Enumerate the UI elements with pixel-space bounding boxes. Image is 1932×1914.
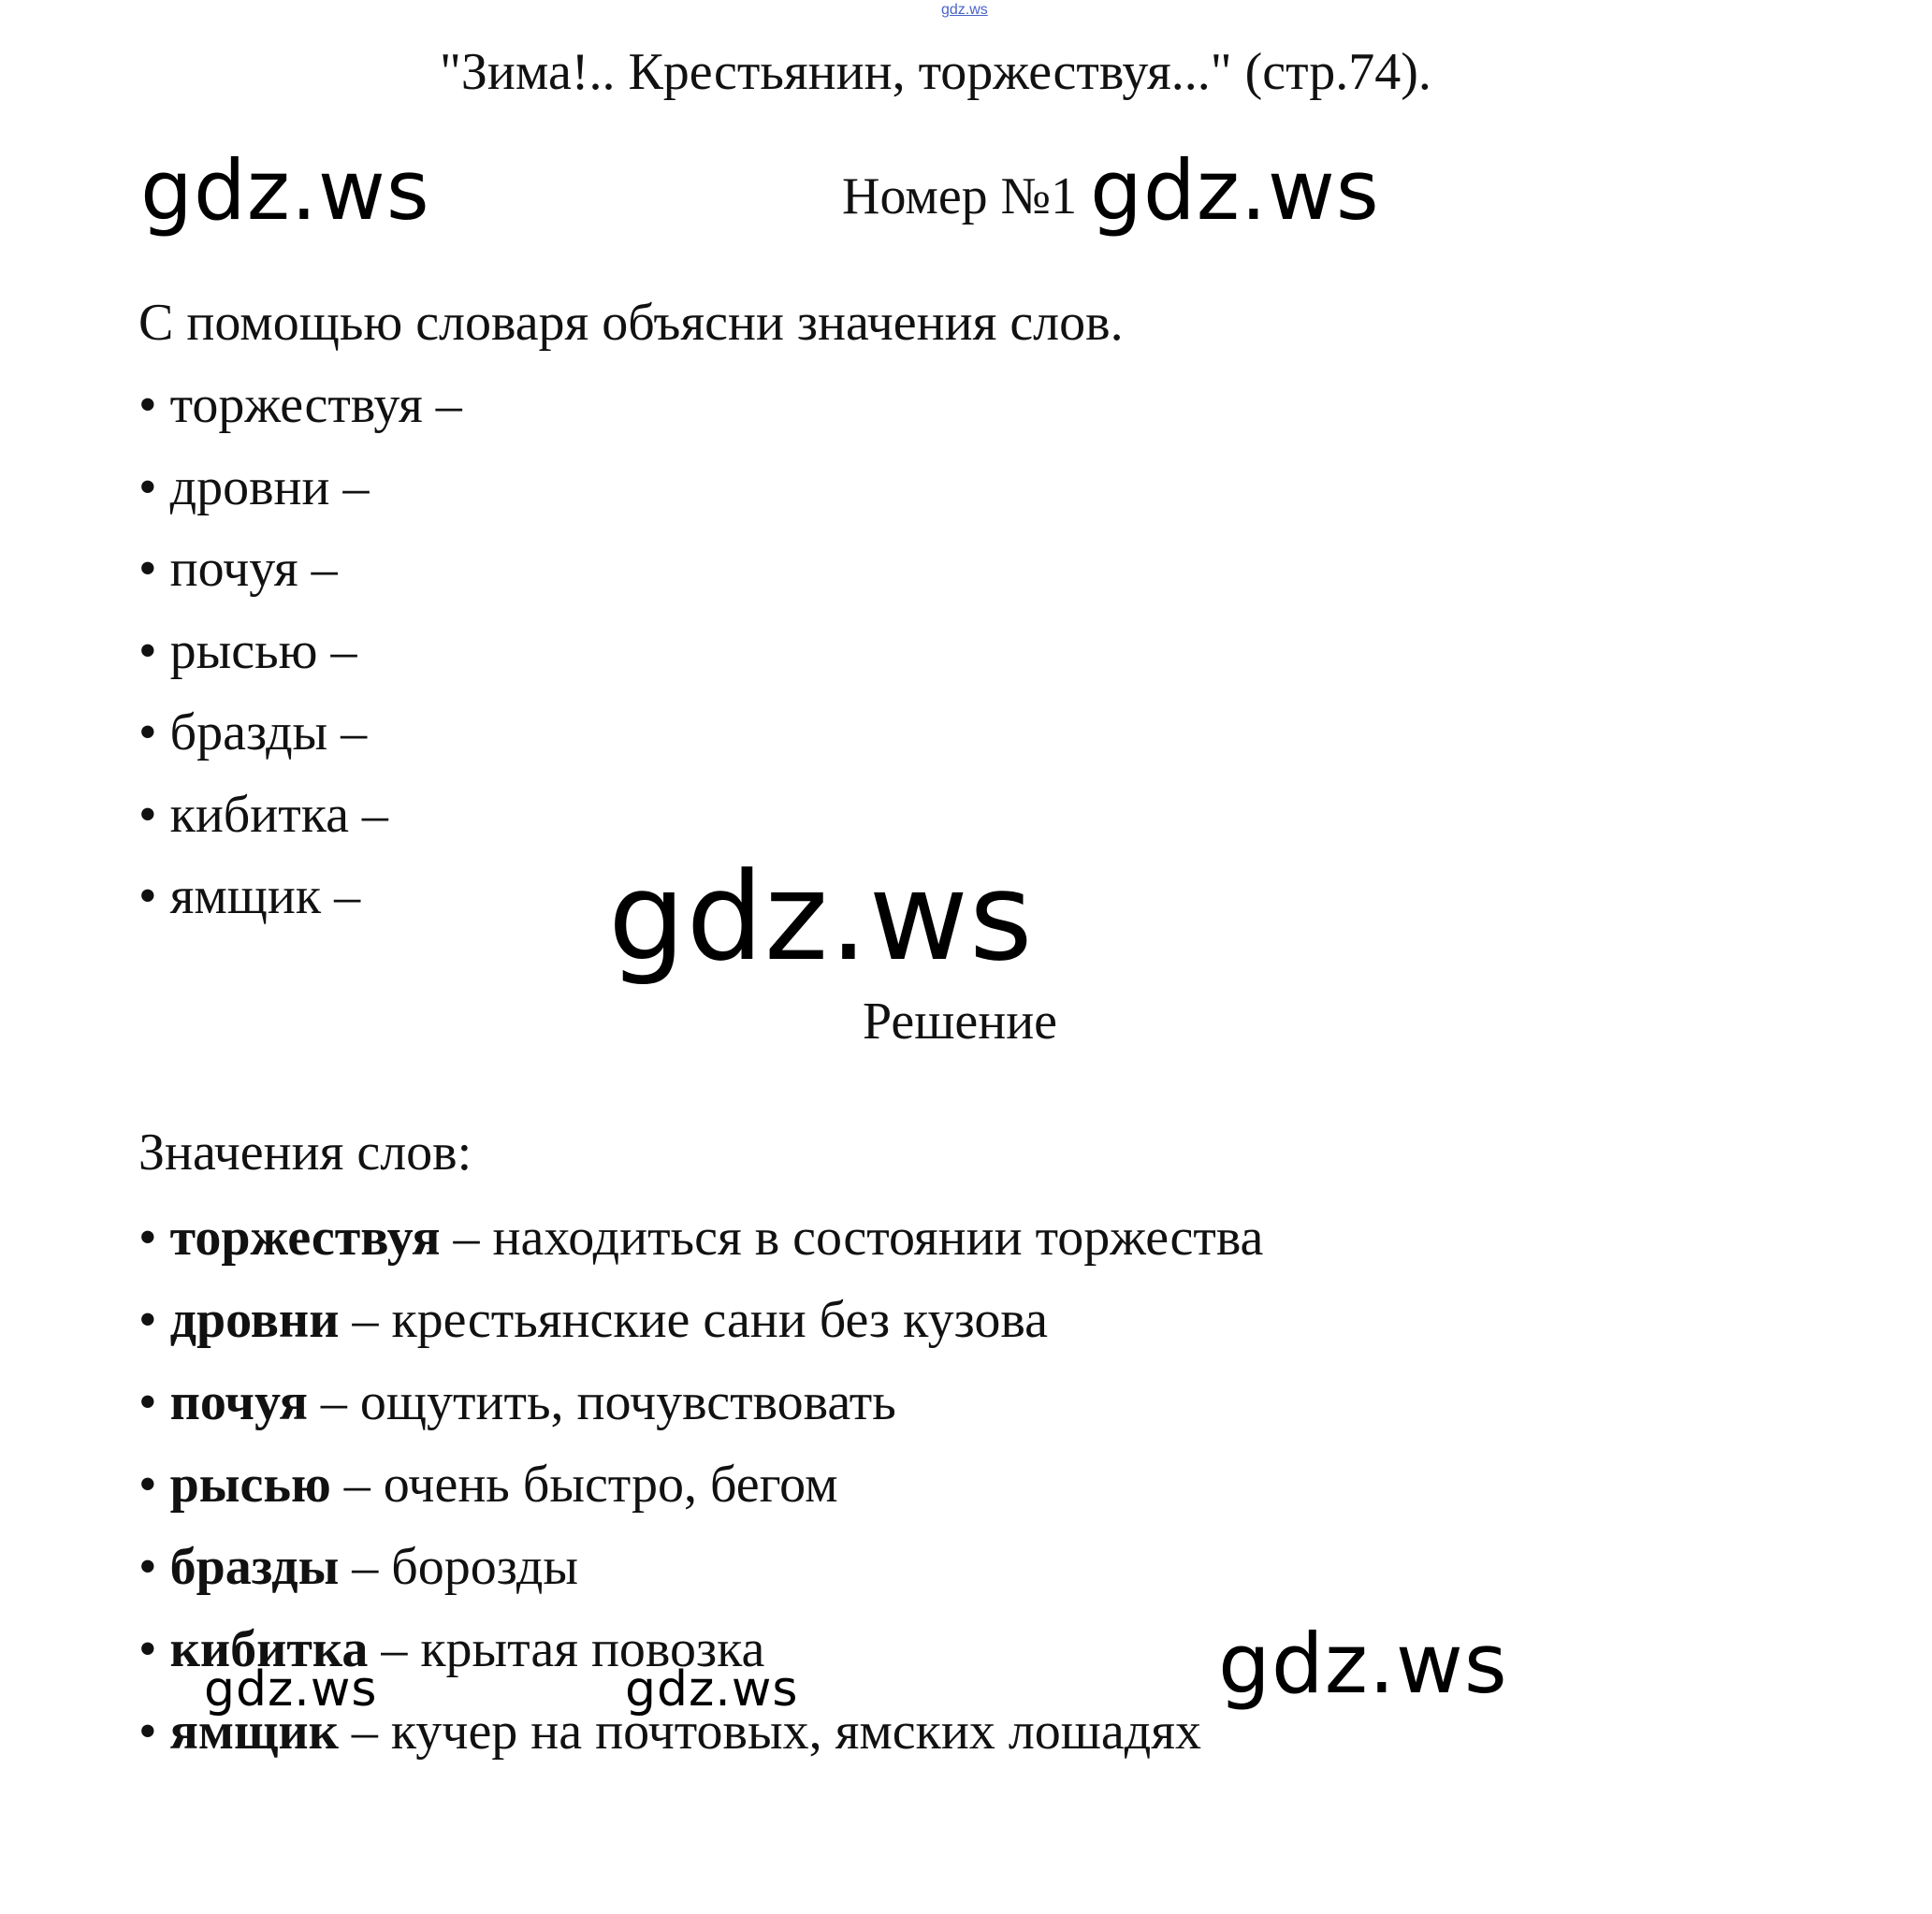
answer-item: [138, 1534, 1263, 1617]
task-word-item: • кибитка –: [138, 785, 388, 844]
answer-term: кибитка: [169, 1620, 369, 1678]
watermark: gdz.ws: [1218, 1616, 1508, 1712]
answer-definition: – находиться в состоянии торжества: [440, 1209, 1264, 1267]
page-title: "Зима!.. Крестьянин, торжествуя..." (стр.74).: [440, 43, 1431, 101]
answer-definition: – кучер на почтовых, ямских лошадях: [338, 1703, 1201, 1761]
task-word-item: • дровни –: [138, 457, 370, 516]
top-watermark-link: gdz.ws: [941, 2, 988, 18]
answer-term: почуя: [169, 1373, 308, 1431]
answer-item: [138, 1370, 1263, 1452]
answer-item: [138, 1205, 1263, 1287]
answer-bullet: •: [138, 1209, 170, 1267]
answer-bullet: •: [138, 1456, 170, 1514]
watermark: gdz.ws: [1090, 142, 1380, 239]
watermark: gdz.ws: [625, 1661, 799, 1718]
task-word-item: • торжествуя –: [138, 376, 462, 434]
answer-term: торжествуя: [169, 1209, 441, 1267]
answer-bullet: •: [138, 1373, 170, 1431]
watermark: gdz.ws: [140, 142, 430, 239]
task-word-item: • бразды –: [138, 703, 368, 761]
answer-definition: – крытая повозка: [368, 1620, 765, 1678]
answer-definition: – борозды: [339, 1538, 579, 1596]
answer-definition: – ощутить, почувствовать: [307, 1373, 896, 1431]
answers-heading: Значения слов:: [138, 1124, 472, 1182]
task-word-item: • ямщик –: [138, 867, 361, 925]
answer-bullet: •: [138, 1538, 170, 1596]
task-word-list: [138, 372, 462, 946]
answer-term: бразды: [169, 1538, 340, 1596]
task-number: Номер №1: [842, 167, 1078, 225]
task-word-item: • почуя –: [138, 540, 338, 598]
answer-term: ямщик: [169, 1703, 339, 1761]
answer-definition: – очень быстро, бегом: [330, 1456, 838, 1514]
watermark: gdz.ws: [204, 1661, 378, 1718]
answer-bullet: •: [138, 1703, 170, 1761]
task-instruction: С помощью словаря объясни значения слов.: [138, 294, 1124, 352]
answer-term: дровни: [169, 1291, 340, 1349]
answer-bullet: •: [138, 1291, 170, 1349]
answer-item: [138, 1452, 1263, 1534]
watermark: gdz.ws: [608, 846, 1034, 988]
solution-label: Решение: [863, 993, 1058, 1051]
answer-definition: – крестьянские сани без кузова: [339, 1291, 1048, 1349]
answer-term: рысью: [169, 1456, 331, 1514]
task-word-item: • рысью –: [138, 621, 357, 680]
answer-bullet: •: [138, 1620, 170, 1678]
answer-item: [138, 1287, 1263, 1370]
